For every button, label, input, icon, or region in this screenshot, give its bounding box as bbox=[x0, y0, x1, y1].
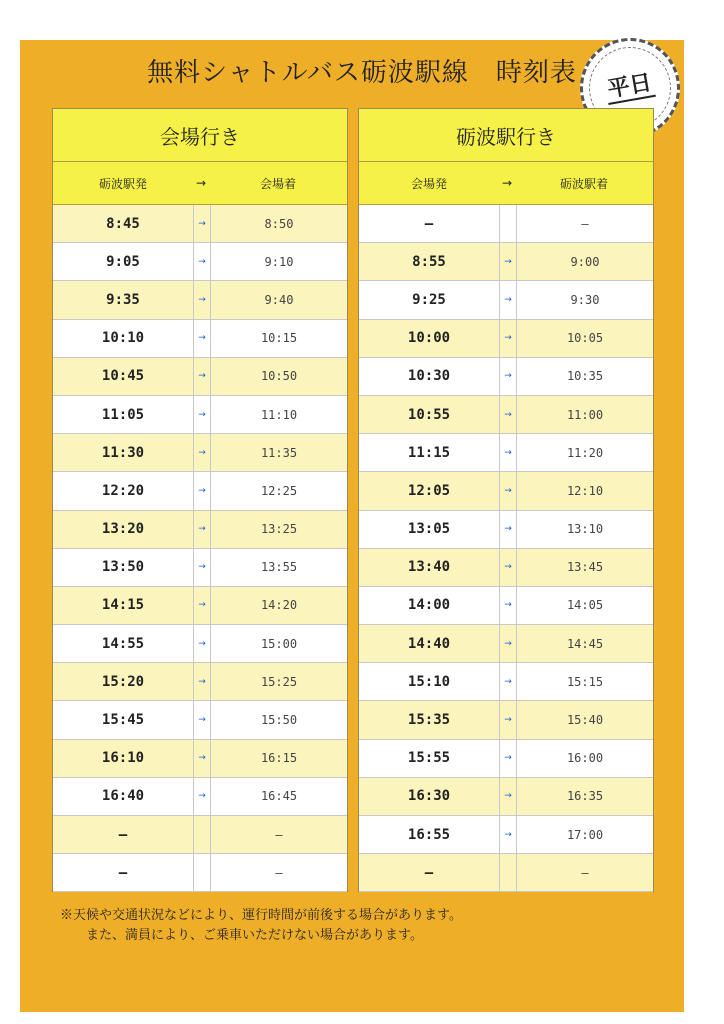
table-row bbox=[53, 434, 347, 472]
col-arrive-label: 砺波駅着 bbox=[559, 176, 608, 191]
arrow-icon: → bbox=[500, 625, 517, 662]
arrow-icon: → bbox=[194, 472, 211, 509]
table-row bbox=[53, 587, 347, 625]
departure-time: 13:40 bbox=[359, 549, 500, 586]
arrival-time: 9:30 bbox=[570, 292, 600, 307]
table-row bbox=[359, 281, 653, 319]
table-row bbox=[359, 701, 653, 739]
arrival-time: 13:10 bbox=[566, 522, 604, 537]
table-row bbox=[53, 816, 347, 854]
arrival-time: 15:40 bbox=[566, 713, 604, 728]
table-row bbox=[359, 663, 653, 701]
departure-time: 15:45 bbox=[53, 701, 194, 738]
col-depart-label: 会場発 bbox=[410, 176, 447, 191]
arrival-time: 10:15 bbox=[260, 331, 298, 346]
arrow-icon: → bbox=[500, 281, 517, 318]
arrival-time: 14:20 bbox=[260, 598, 298, 613]
arrow-icon bbox=[500, 854, 517, 891]
panel-heading: 会場行き bbox=[53, 109, 347, 162]
arrival-time: 11:20 bbox=[566, 445, 604, 460]
arrival-time: 15:50 bbox=[260, 713, 298, 728]
timetable-to-station bbox=[358, 108, 654, 892]
departure-time: 9:35 bbox=[53, 281, 194, 318]
table-row bbox=[53, 740, 347, 778]
arrival-time: 13:45 bbox=[566, 560, 604, 575]
arrival-time: 12:25 bbox=[260, 483, 298, 498]
arrival-time: 17:00 bbox=[566, 827, 604, 842]
arrival-time: 11:35 bbox=[260, 445, 298, 460]
departure-time: 8:45 bbox=[53, 205, 194, 242]
table-row bbox=[359, 740, 653, 778]
departure-time: 11:05 bbox=[53, 396, 194, 433]
timetable-rows bbox=[359, 205, 653, 892]
arrow-icon: → bbox=[194, 243, 211, 280]
arrow-icon: → bbox=[194, 625, 211, 662]
table-row bbox=[53, 472, 347, 510]
departure-time: 10:55 bbox=[359, 396, 500, 433]
arrival-time: 9:00 bbox=[570, 254, 600, 269]
arrow-icon: → bbox=[500, 320, 517, 357]
arrival-time: 11:00 bbox=[566, 407, 604, 422]
table-row bbox=[53, 549, 347, 587]
departure-time: — bbox=[53, 854, 194, 891]
table-row bbox=[53, 625, 347, 663]
departure-time: 12:20 bbox=[53, 472, 194, 509]
arrow-icon: → bbox=[500, 587, 517, 624]
arrow-icon: → bbox=[194, 701, 211, 738]
departure-time: 16:10 bbox=[53, 740, 194, 777]
arrow-icon: → bbox=[500, 358, 517, 395]
arrow-icon: → bbox=[500, 701, 517, 738]
departure-time: 14:00 bbox=[359, 587, 500, 624]
arrival-time: 16:00 bbox=[566, 751, 604, 766]
departure-time: 15:20 bbox=[53, 663, 194, 700]
arrow-icon: → bbox=[194, 663, 211, 700]
departure-time: 11:15 bbox=[359, 434, 500, 471]
arrow-icon bbox=[194, 816, 211, 853]
col-arrow-label: → bbox=[195, 176, 207, 190]
arrow-icon: → bbox=[194, 205, 211, 242]
col-depart-label: 砺波駅発 bbox=[98, 176, 147, 191]
arrow-icon: → bbox=[194, 549, 211, 586]
departure-time: 16:40 bbox=[53, 778, 194, 815]
arrival-time: 11:10 bbox=[260, 407, 298, 422]
departure-time: 11:30 bbox=[53, 434, 194, 471]
arrow-icon: → bbox=[194, 778, 211, 815]
table-row bbox=[359, 396, 653, 434]
arrow-icon bbox=[500, 205, 517, 242]
arrival-time: 13:55 bbox=[260, 560, 298, 575]
arrow-icon: → bbox=[194, 511, 211, 548]
departure-time: 10:10 bbox=[53, 320, 194, 357]
table-row bbox=[53, 205, 347, 243]
table-row bbox=[53, 281, 347, 319]
arrival-time: — bbox=[581, 865, 589, 880]
table-row bbox=[359, 243, 653, 281]
table-row bbox=[359, 816, 653, 854]
table-row bbox=[359, 854, 653, 892]
table-row bbox=[359, 358, 653, 396]
departure-time: 14:55 bbox=[53, 625, 194, 662]
table-row bbox=[53, 701, 347, 739]
arrival-time: 16:45 bbox=[260, 789, 298, 804]
table-row bbox=[359, 434, 653, 472]
table-row bbox=[359, 549, 653, 587]
column-header-row bbox=[53, 162, 347, 205]
arrow-icon: → bbox=[194, 281, 211, 318]
arrival-time: 10:50 bbox=[260, 369, 298, 384]
departure-time: 13:20 bbox=[53, 511, 194, 548]
arrow-icon: → bbox=[194, 358, 211, 395]
departure-time: — bbox=[359, 854, 500, 891]
arrival-time: 15:15 bbox=[566, 674, 604, 689]
arrival-time: 9:40 bbox=[264, 292, 294, 307]
departure-time: 15:55 bbox=[359, 740, 500, 777]
arrow-icon: → bbox=[194, 740, 211, 777]
arrival-time: — bbox=[275, 865, 283, 880]
table-row bbox=[53, 358, 347, 396]
arrow-icon: → bbox=[500, 396, 517, 433]
departure-time: 13:50 bbox=[53, 549, 194, 586]
table-row bbox=[359, 587, 653, 625]
table-row bbox=[53, 511, 347, 549]
timetable-to-venue bbox=[52, 108, 348, 892]
arrow-icon: → bbox=[500, 472, 517, 509]
table-row bbox=[53, 778, 347, 816]
departure-time: 8:55 bbox=[359, 243, 500, 280]
table-row bbox=[359, 778, 653, 816]
arrow-icon: → bbox=[500, 549, 517, 586]
departure-time: 14:15 bbox=[53, 587, 194, 624]
table-row bbox=[53, 663, 347, 701]
stamp-label: 平日 bbox=[604, 69, 656, 105]
arrival-time: — bbox=[581, 216, 589, 231]
arrival-time: 14:05 bbox=[566, 598, 604, 613]
arrival-time: 15:25 bbox=[260, 674, 298, 689]
table-row bbox=[359, 205, 653, 243]
arrival-time: 14:45 bbox=[566, 636, 604, 651]
arrow-icon: → bbox=[500, 434, 517, 471]
arrow-icon: → bbox=[194, 320, 211, 357]
departure-time: — bbox=[53, 816, 194, 853]
arrival-time: — bbox=[275, 827, 283, 842]
col-arrow-label: → bbox=[501, 176, 513, 190]
arrow-icon: → bbox=[500, 243, 517, 280]
col-arrive-label: 会場着 bbox=[259, 176, 296, 191]
departure-time: 9:25 bbox=[359, 281, 500, 318]
departure-time: 10:45 bbox=[53, 358, 194, 395]
arrow-icon: → bbox=[500, 511, 517, 548]
page-title: 無料シャトルバス砺波駅線 時刻表 bbox=[147, 58, 577, 88]
footnote-line-2: また、満員により、ご乗車いただけない場合があります。 bbox=[86, 928, 423, 943]
table-row bbox=[359, 320, 653, 358]
table-row bbox=[359, 625, 653, 663]
arrow-icon: → bbox=[500, 816, 517, 853]
arrow-icon: → bbox=[500, 778, 517, 815]
arrow-icon: → bbox=[194, 434, 211, 471]
table-row bbox=[53, 854, 347, 892]
column-header-row bbox=[359, 162, 653, 205]
table-row bbox=[359, 472, 653, 510]
departure-time: 9:05 bbox=[53, 243, 194, 280]
arrival-time: 8:50 bbox=[264, 216, 294, 231]
arrow-icon: → bbox=[194, 396, 211, 433]
footnote-line-1: ※天候や交通状況などにより、運行時間が前後する場合があります。 bbox=[60, 908, 462, 923]
arrow-icon bbox=[194, 854, 211, 891]
departure-time: 16:30 bbox=[359, 778, 500, 815]
departure-time: 10:30 bbox=[359, 358, 500, 395]
departure-time: 15:35 bbox=[359, 701, 500, 738]
departure-time: 12:05 bbox=[359, 472, 500, 509]
arrival-time: 10:35 bbox=[566, 369, 604, 384]
departure-time: 13:05 bbox=[359, 511, 500, 548]
arrival-time: 9:10 bbox=[264, 254, 294, 269]
arrival-time: 16:35 bbox=[566, 789, 604, 804]
table-row bbox=[53, 396, 347, 434]
departure-time: 15:10 bbox=[359, 663, 500, 700]
departure-time: 14:40 bbox=[359, 625, 500, 662]
footnote bbox=[60, 906, 680, 946]
table-row bbox=[53, 320, 347, 358]
departure-time: 16:55 bbox=[359, 816, 500, 853]
arrival-time: 13:25 bbox=[260, 522, 298, 537]
departure-time: 10:00 bbox=[359, 320, 500, 357]
arrival-time: 10:05 bbox=[566, 331, 604, 346]
table-row bbox=[53, 243, 347, 281]
arrow-icon: → bbox=[500, 663, 517, 700]
panel-heading: 砺波駅行き bbox=[359, 109, 653, 162]
arrival-time: 16:15 bbox=[260, 751, 298, 766]
arrow-icon: → bbox=[500, 740, 517, 777]
departure-time: — bbox=[359, 205, 500, 242]
arrival-time: 12:10 bbox=[566, 483, 604, 498]
arrow-icon: → bbox=[194, 587, 211, 624]
timetable-rows bbox=[53, 205, 347, 892]
arrival-time: 15:00 bbox=[260, 636, 298, 651]
table-row bbox=[359, 511, 653, 549]
